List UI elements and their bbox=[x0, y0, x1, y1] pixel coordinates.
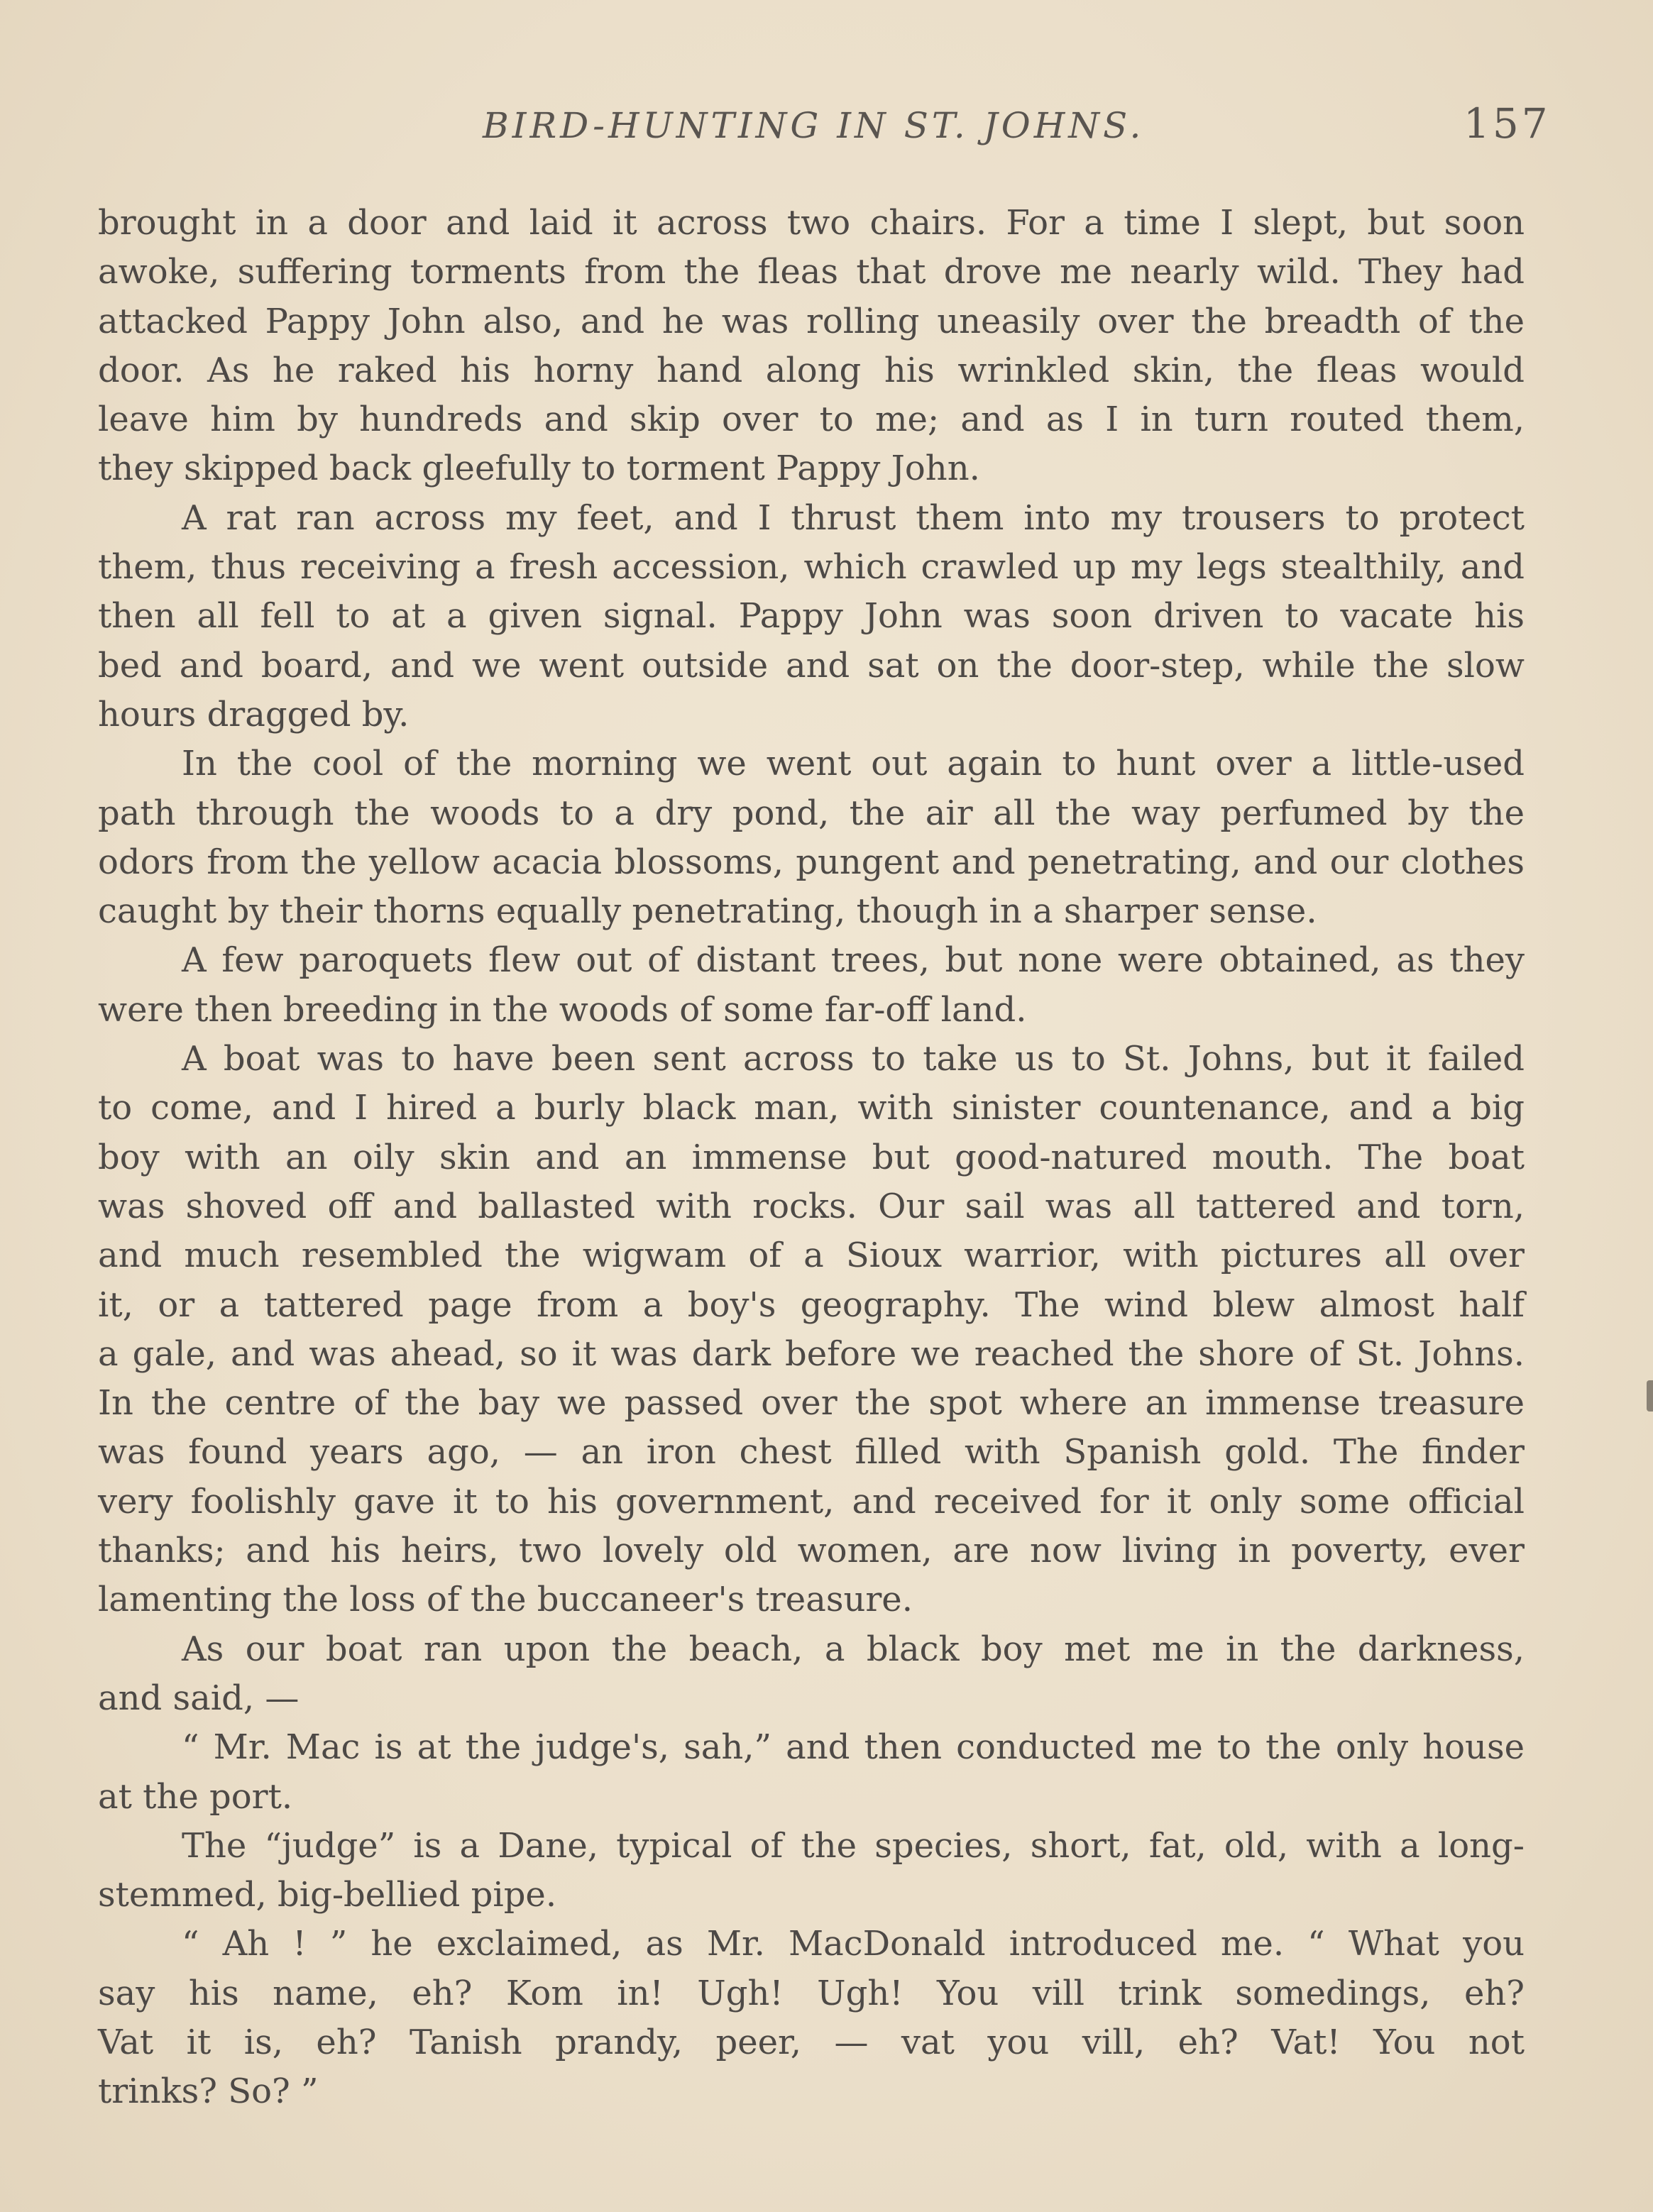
text-line: caught by their thorns equally penetrating, though in a sharper sense. bbox=[98, 891, 1317, 932]
text-line: leave him by hundreds and skip over to me; and as I in turn routed them, bbox=[98, 400, 1525, 440]
text-line: “ Mr. Mac is at the judge's, sah,” and then conducted me to the only house bbox=[182, 1727, 1525, 1768]
body-text bbox=[98, 199, 1525, 2117]
text-line: In the centre of the bay we passed over the spot where an immense treasure bbox=[98, 1383, 1525, 1424]
text-line: awoke, suffering torments from the fleas that drove me nearly wild. They had bbox=[98, 252, 1525, 292]
text-line: bed and board, and we went outside and sat on the door-step, while the slow bbox=[98, 645, 1525, 686]
text-line: “ Ah ! ” he exclaimed, as Mr. MacDonald introduced me. “ What you bbox=[182, 1924, 1525, 1964]
text-line: thanks; and his heirs, two lovely old women, are now living in poverty, ever bbox=[98, 1531, 1525, 1571]
text-line: then all fell to at a given signal. Pappy John was soon driven to vacate his bbox=[98, 596, 1525, 637]
page-edge-mark bbox=[1647, 1380, 1653, 1412]
text-line: a gale, and was ahead, so it was dark before we reached the shore of St. Johns. bbox=[98, 1333, 1525, 1374]
text-line: was shoved off and ballasted with rocks. Our sail was all tattered and torn, bbox=[98, 1186, 1525, 1226]
text-line: door. As he raked his horny hand along his wrinkled skin, the fleas would bbox=[98, 350, 1525, 390]
page-number: 157 bbox=[1463, 99, 1551, 148]
text-line: and much resembled the wigwam of a Sioux warrior, with pictures all over bbox=[98, 1236, 1525, 1276]
text-line: As our boat ran upon the beach, a black boy met me in the darkness, bbox=[182, 1629, 1525, 1669]
text-line: were then breeding in the woods of some far-off land. bbox=[98, 989, 1027, 1030]
text-line: lamenting the loss of the buccaneer's treasure. bbox=[98, 1580, 913, 1620]
text-line: path through the woods to a dry pond, the air all the way perfumed by the bbox=[98, 793, 1525, 833]
text-line: was found years ago, — an iron chest filled with Spanish gold. The finder bbox=[98, 1432, 1525, 1473]
text-line: The “judge” is a Dane, typical of the species, short, fat, old, with a long- bbox=[182, 1825, 1525, 1866]
text-line: brought in a door and laid it across two chairs. For a time I slept, but soon bbox=[98, 203, 1525, 243]
text-line: stemmed, big-bellied pipe. bbox=[98, 1875, 557, 1915]
text-line: odors from the yellow acacia blossoms, pungent and penetrating, and our clothes bbox=[98, 842, 1525, 882]
text-line: A boat was to have been sent across to take us to St. Johns, but it failed bbox=[182, 1039, 1525, 1079]
text-line: Vat it is, eh? Tanish prandy, peer, — vat you vill, eh? Vat! You not bbox=[98, 2022, 1525, 2062]
text-line: it, or a tattered page from a boy's geography. The wind blew almost half bbox=[98, 1284, 1525, 1325]
text-line: In the cool of the morning we went out again to hunt over a little-used bbox=[182, 744, 1525, 784]
text-line: very foolishly gave it to his government, and received for it only some official bbox=[98, 1481, 1525, 1522]
text-line: at the port. bbox=[98, 1776, 293, 1817]
text-line: attacked Pappy John also, and he was rolling uneasily over the breadth of the bbox=[98, 301, 1525, 341]
text-line: say his name, eh? Kom in! Ugh! Ugh! You vill trink somedings, eh? bbox=[98, 1973, 1525, 2013]
text-line: A few paroquets flew out of distant trees, but none were obtained, as they bbox=[182, 940, 1525, 981]
text-line: boy with an oily skin and an immense but good-natured mouth. The boat bbox=[98, 1137, 1525, 1177]
text-line: to come, and I hired a burly black man, with sinister countenance, and a big bbox=[98, 1088, 1525, 1128]
text-line: they skipped back gleefully to torment Pappy John. bbox=[98, 449, 980, 489]
running-title: BIRD-HUNTING IN ST. JOHNS. bbox=[483, 105, 1145, 146]
text-line: hours dragged by. bbox=[98, 694, 410, 734]
text-line: and said, — bbox=[98, 1678, 300, 1718]
text-line: them, thus receiving a fresh accession, which crawled up my legs stealthily, and bbox=[98, 547, 1525, 588]
text-line: A rat ran across my feet, and I thrust them into my trousers to protect bbox=[182, 497, 1525, 538]
text-line: trinks? So? ” bbox=[98, 2071, 319, 2112]
